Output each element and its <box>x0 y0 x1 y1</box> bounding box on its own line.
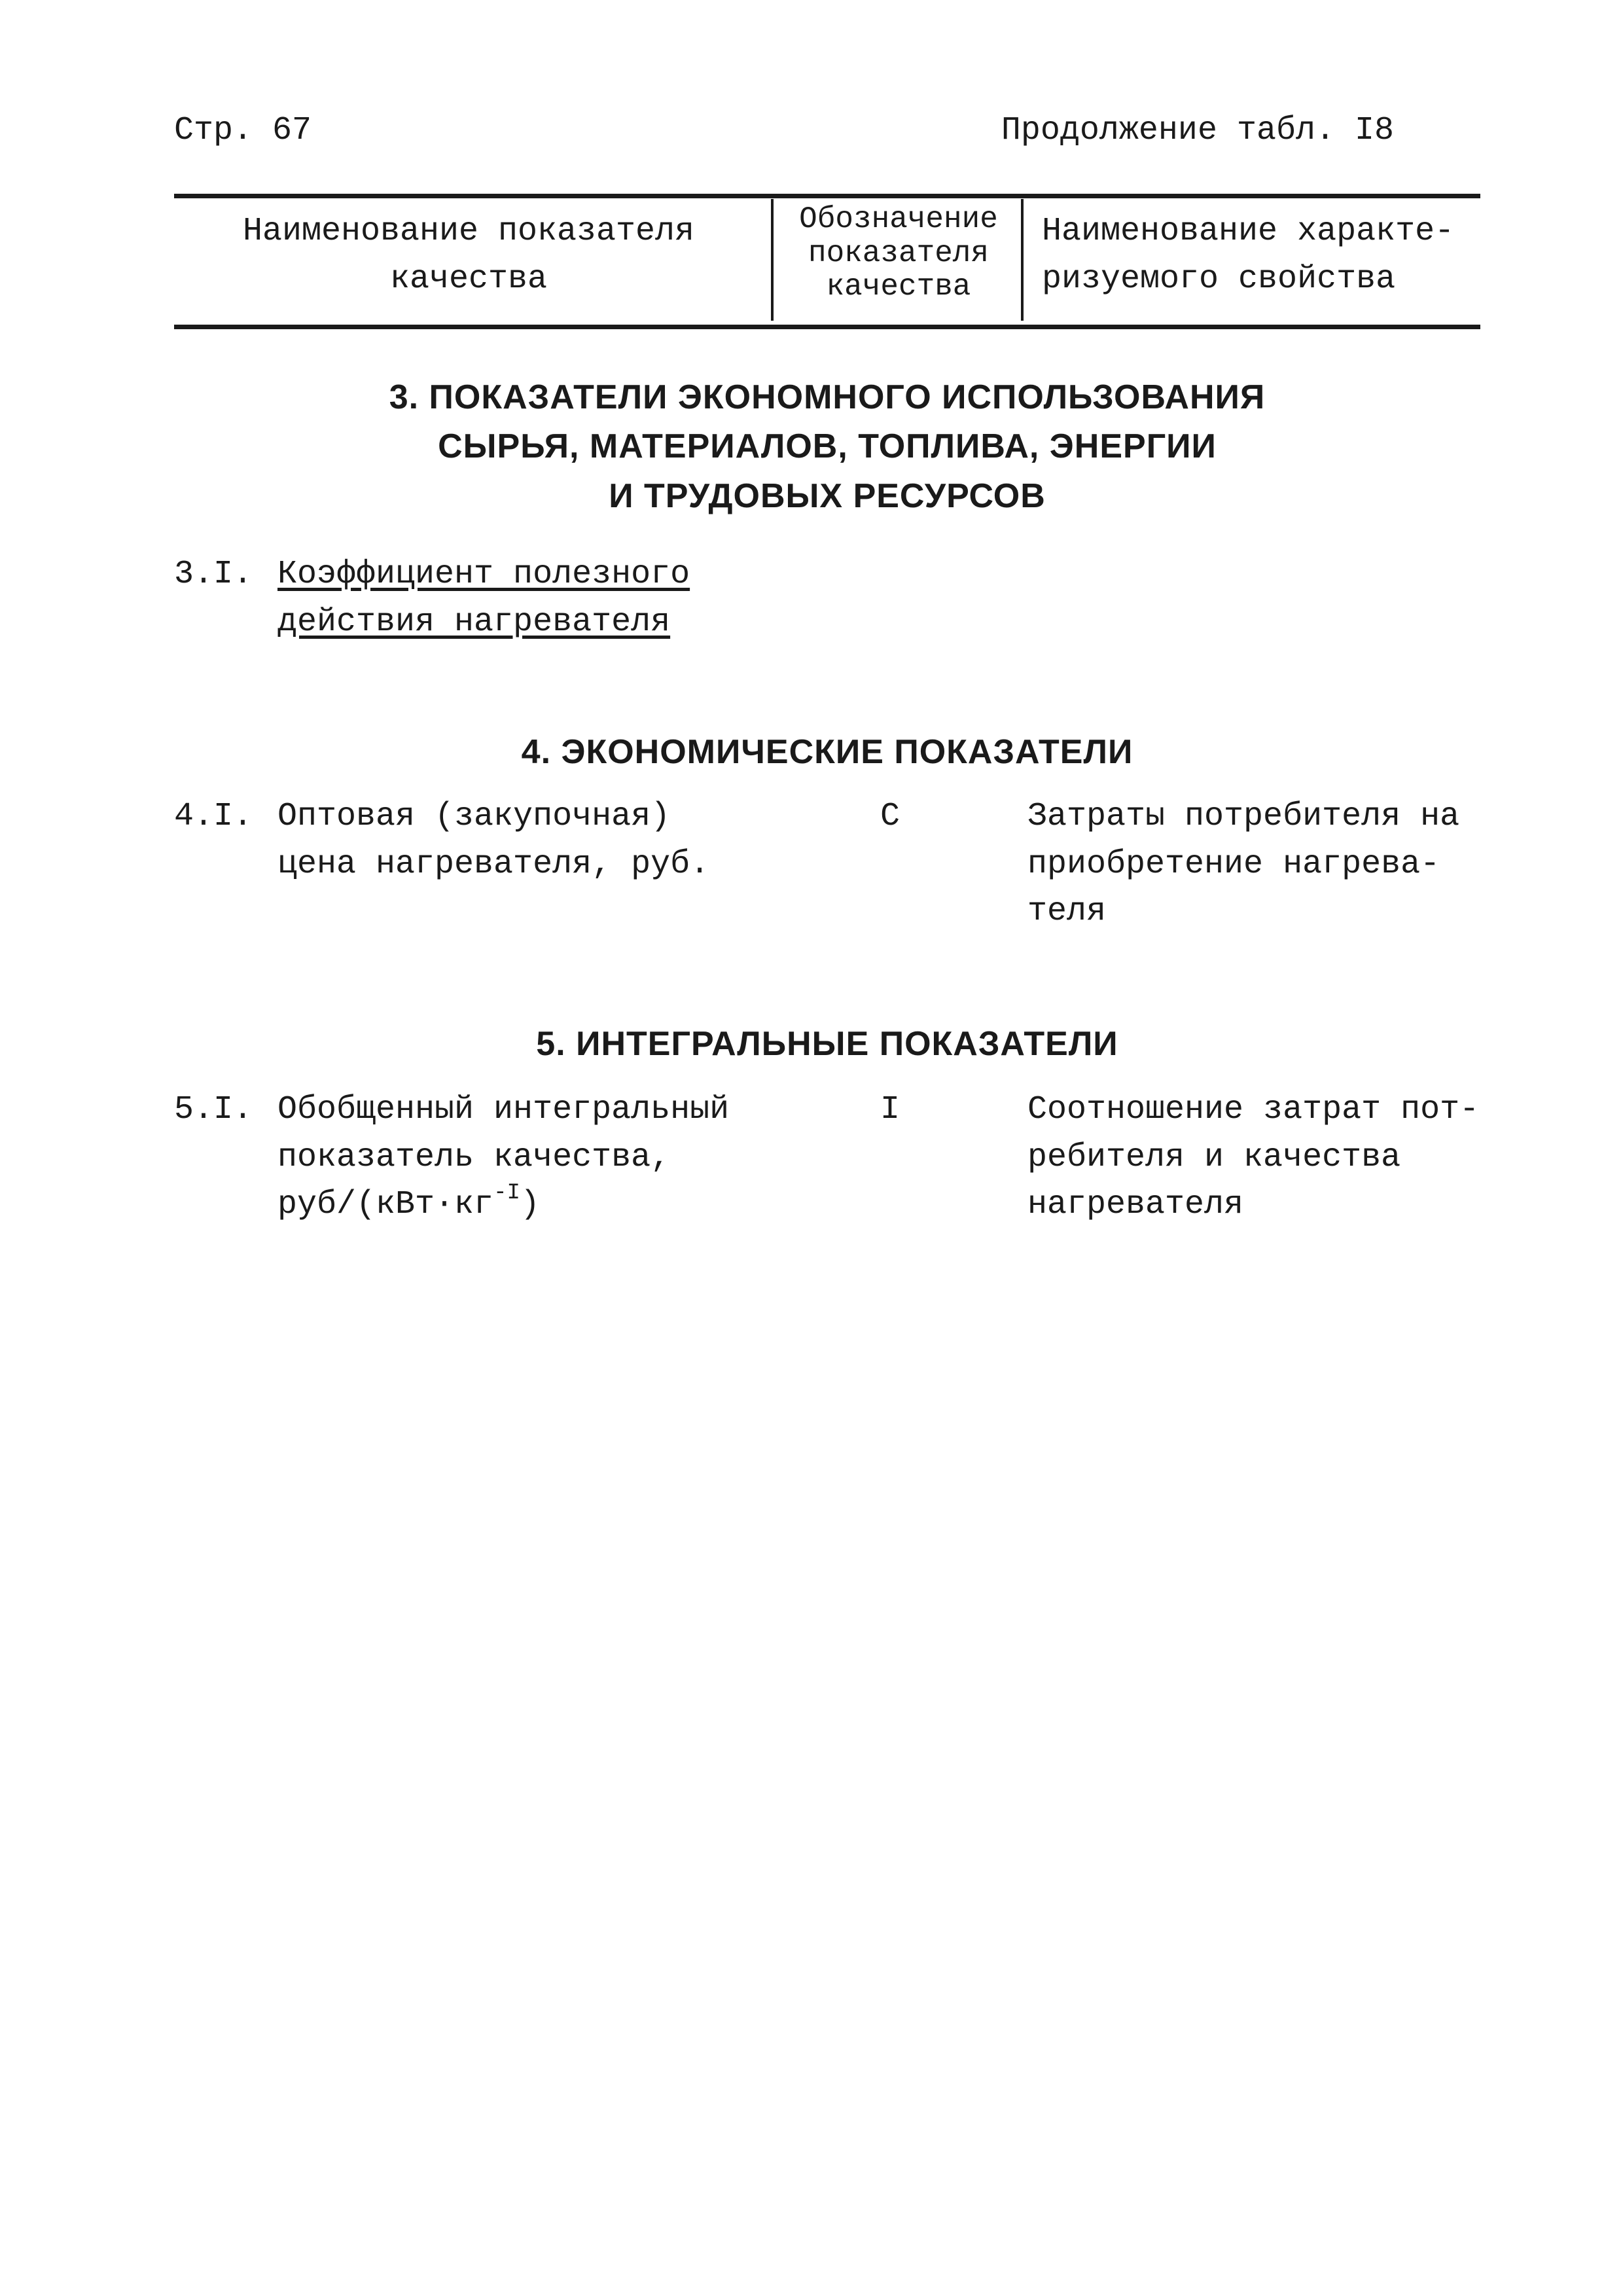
item-property: Затраты потребителя на приобретение нагрева- теля <box>1027 798 1460 930</box>
table-continuation-label: Продолжение табл. I8 <box>1001 112 1394 149</box>
section-3-title: 3. ПОКАЗАТЕЛИ ЭКОНОМНОГО ИСПОЛЬЗОВАНИЯ СЫРЬЯ, МАТЕРИАЛОВ, ТОПЛИВА, ЭНЕРГИИ И ТРУДОВЫХ РЕСУРСОВ <box>389 378 1266 515</box>
table-header-bottom-rule <box>174 325 1480 329</box>
item-name: Обобщенный интегральный показатель качества, руб/$(кВт\cdot кг^{-I})$ <box>277 1086 827 1229</box>
item-number: 5.I. <box>174 1091 253 1128</box>
header-col-designation: Обозначение показателя качества <box>799 202 998 304</box>
item-name-unit-line: руб/$(кВт\cdot кг^{-I})$ <box>277 1181 540 1223</box>
table-top-rule <box>174 194 1480 198</box>
header-column-separator <box>771 199 774 321</box>
item-property: Соотношение затрат пот- ребителя и качества нагревателя <box>1027 1091 1480 1223</box>
header-column-separator <box>1021 199 1024 321</box>
header-col-property-name: Наименование характе- ризуемого свойства <box>1042 213 1455 298</box>
item-designation: I <box>880 1091 900 1128</box>
item-number: 4.I. <box>174 798 253 835</box>
item-designation: С <box>880 798 900 835</box>
item-number: 3.I. <box>174 556 253 593</box>
section-5-title: 5. ИНТЕГРАЛЬНЫЕ ПОКАЗАТЕЛИ <box>536 1025 1118 1063</box>
item-name: Коэффициент полезного действия нагревателя <box>277 556 690 641</box>
page-number: Стр. 67 <box>174 112 312 149</box>
header-col-indicator-name: Наименование показателя качества <box>242 213 695 298</box>
item-name: Оптовая (закупочная) цена нагревателя, руб. <box>277 798 710 883</box>
section-4-title: 4. ЭКОНОМИЧЕСКИЕ ПОКАЗАТЕЛИ <box>521 733 1133 771</box>
